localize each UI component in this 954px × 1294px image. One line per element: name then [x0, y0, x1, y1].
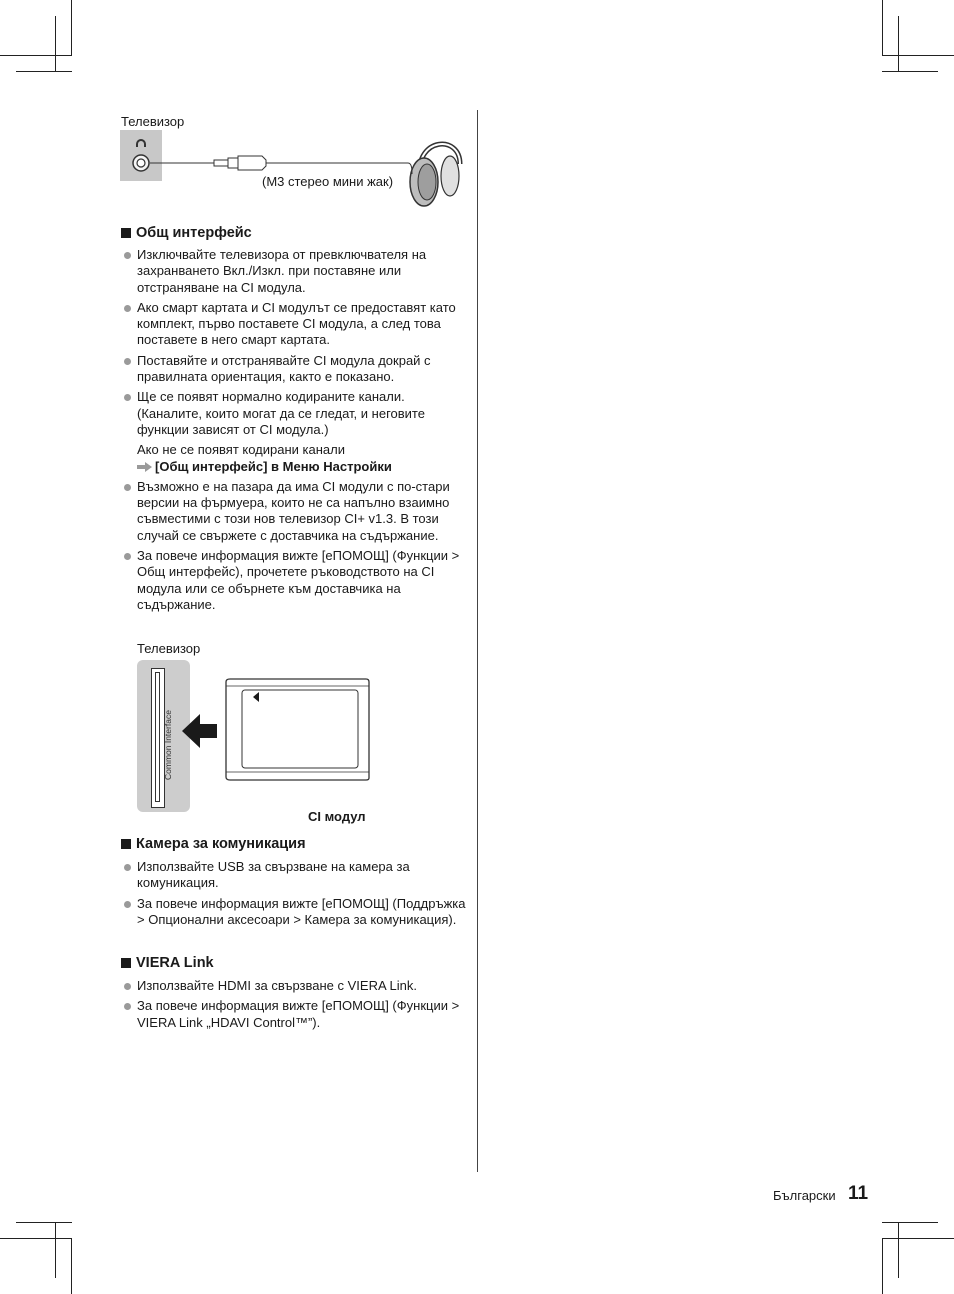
ci-figure-tv-label: Телевизор [137, 641, 201, 656]
square-bullet-icon [121, 228, 131, 238]
list-item: Използвайте USB за свързване на камера за комуникация. [121, 859, 466, 892]
common-interface-list [121, 247, 466, 617]
headphones-icon [408, 144, 460, 206]
bullet-dot-icon [124, 252, 131, 259]
camera-heading: Камера за комуникация [121, 836, 306, 852]
bullet-dot-icon [124, 864, 131, 871]
list-item: За повече информация вижте [еПОМОЩ] (Поддръжка > Опционални аксесоари > Камера за комуникация). [121, 896, 466, 929]
ci-module-diagram [182, 676, 377, 782]
list-item: За повече информация вижте [еПОМОЩ] (Функции > Общ интерфейс), прочетете ръководството на CI модула или се обърнете към доставчика на съдържание. [121, 548, 466, 613]
list-item: Възможно е на пазара да има CI модули с по-стари версии на фърмуера, които не са напълно взаимно съвместими с този нов телевизор CI+ v1.3. В този случай се свържете с доставчика на съдържание. [121, 479, 466, 544]
list-item: Използвайте HDMI за свързване с VIERA Link. [121, 978, 466, 994]
insert-arrow-icon [182, 714, 217, 748]
list-item: Изключвайте телевизора от превключвателя на захранването Вкл./Изкл. при поставяне или отстраняване на CI модула. [121, 247, 466, 296]
bullet-dot-icon [124, 305, 131, 312]
page-number: 11 [848, 1183, 869, 1204]
list-item: За повече информация вижте [еПОМОЩ] (Функции > VIERA Link „HDAVI Control™”). [121, 998, 466, 1031]
footer-language: Български [773, 1188, 836, 1203]
headphone-figure-tv-label: Телевизор [121, 114, 185, 129]
column-divider [477, 110, 478, 1172]
headphone-jack-icon [133, 139, 149, 171]
jack-label: (M3 стерео мини жак) [262, 174, 394, 189]
ci-slot-label: Common Interface [163, 710, 173, 780]
bullet-dot-icon [124, 1003, 131, 1010]
ci-module-label: CI модул [308, 809, 366, 824]
square-bullet-icon [121, 958, 131, 968]
bullet-dot-icon [124, 901, 131, 908]
bullet-dot-icon [124, 553, 131, 560]
list-item: Поставяйте и отстранявайте CI модула докрай с правилната ориентация, както е показано. [121, 353, 466, 386]
menu-note: Ако не се появят кодирани канали [Общ интерфейс] в Меню Настройки [137, 442, 392, 474]
viera-link-list [121, 978, 466, 1035]
headphone-connection-diagram [120, 130, 470, 215]
bullet-dot-icon [124, 983, 131, 990]
bullet-dot-icon [124, 394, 131, 401]
camera-list [121, 859, 466, 932]
bullet-dot-icon [124, 358, 131, 365]
list-item: Ако смарт картата и CI модулът се предоставят като комплект, първо поставете CI модула, а след това поставете в него смарт картата. [121, 300, 466, 349]
arrow-right-icon [137, 462, 152, 472]
list-item: Ще се появят нормално кодираните канали. (Каналите, които могат да се гледат, и неговите функции зависят от CI модула.) [121, 389, 466, 438]
bullet-dot-icon [124, 484, 131, 491]
viera-link-heading: VIERA Link [121, 955, 214, 971]
common-interface-heading: Общ интерфейс [121, 225, 252, 241]
square-bullet-icon [121, 839, 131, 849]
